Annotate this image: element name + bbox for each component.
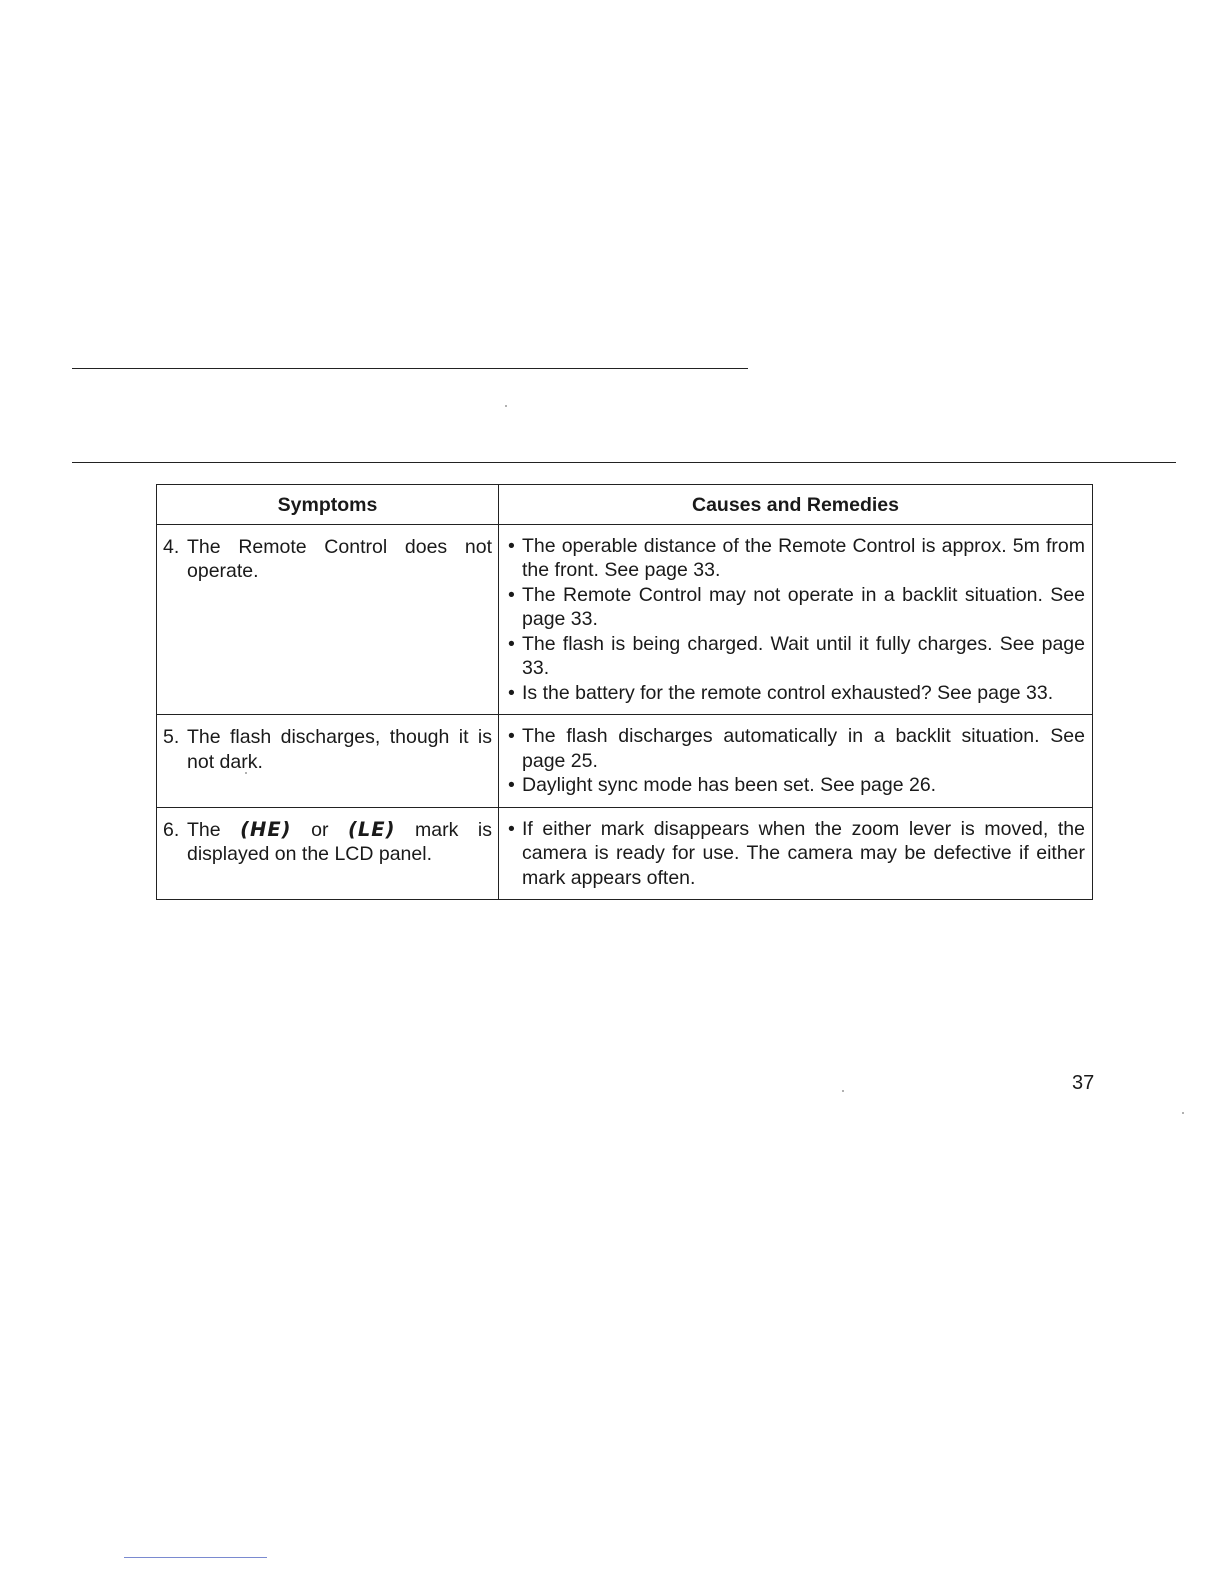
remedy-item: [508, 583, 1085, 632]
lcd-le-mark: (LE): [347, 817, 396, 841]
remedy-item: [508, 817, 1085, 891]
remedy-item: [508, 632, 1085, 681]
remedy-text: The operable distance of the Remote Control is approx. 5m from the front. See page 33.: [522, 534, 1085, 581]
bullet-icon: •: [508, 534, 515, 557]
remedy-text: Is the battery for the remote control exhausted? See page 33.: [522, 681, 1054, 704]
symptom-number: 6.: [163, 818, 180, 841]
bullet-icon: •: [508, 774, 515, 796]
symptom-text: The flash discharges, though it is not dark.: [187, 726, 492, 773]
remedies-cell: [499, 715, 1093, 808]
symptom-text-tail: mark is displayed on the LCD panel.: [187, 818, 492, 865]
symptom-cell: [157, 524, 499, 715]
symptom-number: 4.: [163, 535, 180, 558]
symptoms-header: Symptoms: [157, 485, 499, 525]
scan-speck: [505, 405, 507, 407]
symptom-number: 5.: [163, 726, 180, 748]
page-number: 37: [1072, 1072, 1095, 1094]
remedy-text: The Remote Control may not operate in a backlit situation. See page 33.: [522, 583, 1085, 630]
remedy-item: [508, 534, 1085, 583]
bullet-icon: •: [508, 681, 515, 704]
scan-speck: [842, 1090, 844, 1092]
troubleshooting-table: [156, 484, 1093, 900]
table-row: [157, 524, 1093, 715]
lcd-he-mark: (HE): [240, 817, 292, 841]
bullet-icon: •: [508, 725, 515, 747]
table-header-row: [157, 485, 1093, 525]
bullet-icon: •: [508, 817, 515, 840]
symptom-cell: [157, 715, 499, 808]
symptom-cell: [157, 807, 499, 900]
symptom-text: The Remote Control does not operate.: [187, 535, 492, 582]
remedies-cell: [499, 807, 1093, 900]
symptom-text-middle: or: [291, 818, 348, 841]
table-row: [157, 807, 1093, 900]
symptom-text: [187, 818, 492, 867]
causes-remedies-header: Causes and Remedies: [499, 485, 1093, 525]
remedy-item: [508, 773, 1085, 798]
bottom-rule: [124, 1557, 267, 1558]
symptom-text-lead: The: [187, 818, 241, 841]
bullet-icon: •: [508, 632, 515, 655]
remedy-text: If either mark disappears when the zoom lever is moved, the camera is ready for use. The camera may be defective if either mark appears often.: [522, 817, 1085, 889]
remedy-text: The flash is being charged. Wait until it fully charges. See page 33.: [522, 632, 1085, 679]
scan-speck: [245, 772, 247, 774]
remedy-item: [508, 724, 1085, 773]
remedy-text: Daylight sync mode has been set. See page 26.: [522, 774, 937, 796]
remedy-item: [508, 681, 1085, 706]
bullet-icon: •: [508, 583, 515, 606]
top-rule-long: [72, 462, 1176, 463]
remedies-cell: [499, 524, 1093, 715]
scan-speck: [1182, 1112, 1184, 1114]
top-rule-short: [72, 368, 748, 369]
table-row: [157, 715, 1093, 808]
remedy-text: The flash discharges automatically in a backlit situation. See page 25.: [522, 725, 1085, 772]
